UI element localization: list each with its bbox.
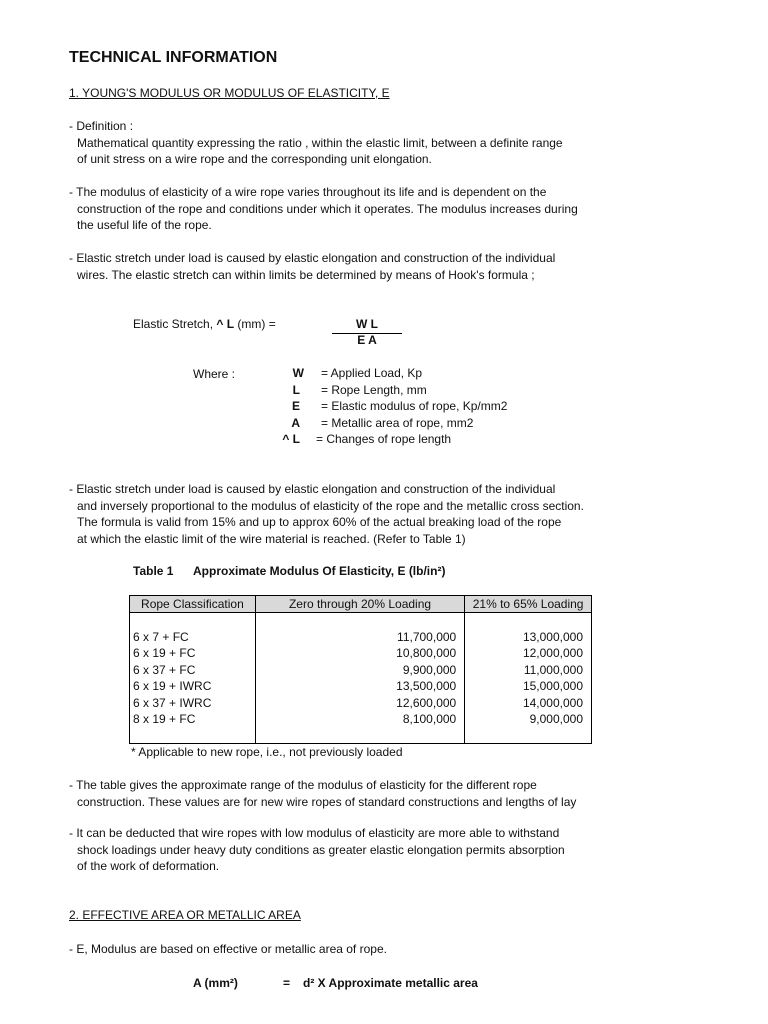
table-cell: 11,700,000 [255,629,464,645]
column-header: Rope Classification [130,596,256,613]
table-row [130,711,592,727]
formula-label [133,316,276,333]
table-cell: 6 x 37 + FC [130,662,256,678]
variable-description: = Changes of rope length [316,432,452,446]
variable-symbol: W [292,366,304,380]
column-header: 21% to 65% Loading [465,596,592,613]
formula-denominator: E A [357,333,377,347]
variable-description: = Applied Load, Kp [321,366,423,380]
area-formula-equals: = [283,976,291,990]
column-header: Zero through 20% Loading [255,596,464,613]
paragraph-line: of the work of deformation. [77,859,220,873]
paragraph-line: Mathematical quantity expressing the ratio , within the elastic limit, between a definite range [77,135,563,150]
variable-description: = Rope Length, mm [321,382,427,397]
variable-description: = Metallic area of rope, mm2 [321,415,474,430]
where-label: Where : [193,367,236,381]
variable-symbol: A [291,415,300,430]
shock-loading-paragraph [69,825,565,875]
table-row [130,678,592,694]
paragraph-line: and inversely proportional to the modulus of elasticity of the rope and the metallic cross section. [77,498,584,513]
paragraph-line: - It can be deducted that wire ropes with low modulus of elasticity are more able to withstand [69,826,560,840]
section-1-heading: 1. YOUNG'S MODULUS OR MODULUS OF ELASTICITY, E [69,86,390,100]
table-cell: 6 x 7 + FC [130,629,256,645]
paragraph-line: The formula is valid from 15% and up to approx 60% of the actual breaking load of the rope [77,515,562,529]
elastic-stretch-paragraph [69,250,555,283]
table-row [130,695,592,711]
paragraph-line: - The modulus of elasticity of a wire rope varies throughout its life and is dependent on the [69,185,547,199]
table-spacer-row [130,727,592,744]
table-cell: 13,500,000 [255,678,464,694]
table-cell: 6 x 19 + IWRC [130,678,256,694]
variable-description: = Elastic modulus of rope, Kp/mm2 [321,399,508,413]
paragraph-line: of unit stress on a wire rope and the corresponding unit elongation. [77,152,432,166]
table-caption-title: Approximate Modulus Of Elasticity, E (lb/in²) [193,564,446,578]
table-cell: 12,600,000 [255,695,464,711]
paragraph-line: at which the elastic limit of the wire material is reached. (Refer to Table 1) [77,531,466,546]
paragraph-line: wires. The elastic stretch can within limits be determined by means of Hook's formula ; [77,267,535,282]
table-note: * Applicable to new rope, i.e., not previously loaded [131,745,403,759]
table-cell: 9,900,000 [255,662,464,678]
section-2-heading: 2. EFFECTIVE AREA OR METALLIC AREA [69,908,301,922]
table-cell: 9,000,000 [465,711,592,727]
modulus-table [129,595,592,744]
area-formula-rhs: d² X Approximate metallic area [303,976,478,990]
page-title: TECHNICAL INFORMATION [69,49,278,66]
table-header-row [130,596,592,613]
metallic-area-paragraph: - E, Modulus are based on effective or metallic area of rope. [69,942,387,956]
area-formula-lhs: A (mm²) [193,976,238,990]
table-cell: 14,000,000 [465,695,592,711]
modulus-variation-paragraph [69,184,578,234]
paragraph-line: - Elastic stretch under load is caused by elastic elongation and construction of the individual [69,482,556,496]
formula-label-symbol: ^ L [216,317,235,331]
table-caption-number: Table 1 [133,564,174,578]
table-cell: 13,000,000 [465,629,592,645]
formula-label-pre: Elastic Stretch, [133,317,214,331]
variable-symbol: L [292,382,300,397]
table-row [130,645,592,661]
paragraph-line: - The table gives the approximate range of the modulus of elasticity for the different rope [69,778,537,792]
formula-numerator: W L [356,317,378,331]
table-cell: 10,800,000 [255,645,464,661]
table-spacer-row [130,613,592,630]
paragraph-line: construction. These values are for new wire ropes of standard constructions and lengths of lay [77,794,577,809]
definition-paragraph [69,118,563,168]
paragraph-line: the useful life of the rope. [77,218,212,232]
table-cell: 11,000,000 [465,662,592,678]
table-cell: 12,000,000 [465,645,592,661]
paragraph-line: shock loadings under heavy duty conditions as greater elastic elongation permits absorption [77,842,565,857]
table-cell: 8,100,000 [255,711,464,727]
variable-symbol: E [291,399,300,413]
table-cell: 8 x 19 + FC [130,711,256,727]
table-cell: 6 x 19 + FC [130,645,256,661]
table-cell: 15,000,000 [465,678,592,694]
paragraph-line: - Elastic stretch under load is caused by elastic elongation and construction of the individual [69,251,556,265]
table-row [130,662,592,678]
table-cell: 6 x 37 + IWRC [130,695,256,711]
paragraph-line: - Definition : [69,119,134,133]
validity-paragraph [69,481,584,547]
table-row [130,629,592,645]
formula-label-post: (mm) = [237,317,276,331]
table-summary-paragraph [69,777,576,810]
variable-symbol: ^ L [282,432,300,446]
paragraph-line: construction of the rope and conditions under which it operates. The modulus increases during [77,201,578,216]
